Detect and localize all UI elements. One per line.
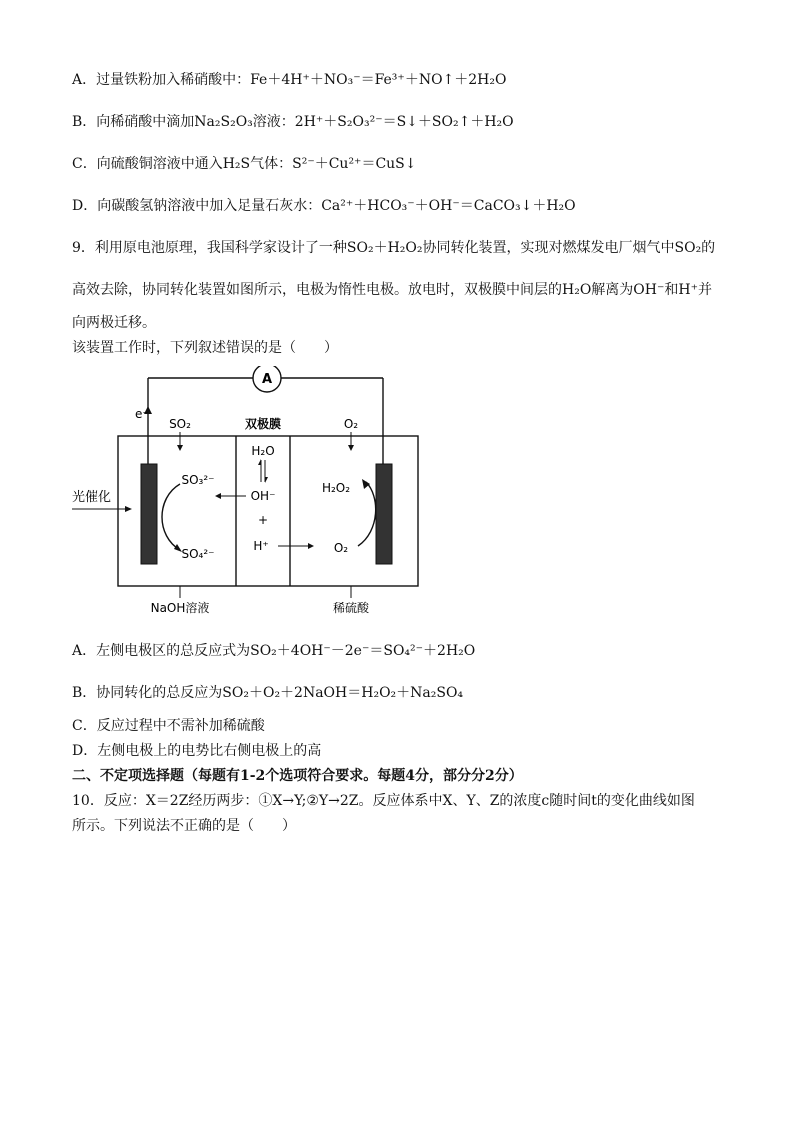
q8-option-d: D．向碳酸氢钠溶液中加入足量石灰水：Ca²⁺＋HCO₃⁻＋OH⁻＝CaCO₃↓＋H₂O — [72, 198, 576, 214]
q9-stem-line3: 向两极迁移。 — [72, 315, 156, 331]
o2-top-label: O₂ — [343, 417, 359, 431]
q8-option-c: C．向硫酸铜溶液中通入H₂S气体：S²⁻＋Cu²⁺＝CuS↓ — [72, 156, 417, 172]
q9-option-c: C．反应过程中不需补加稀硫酸 — [72, 718, 265, 734]
naoh-label: NaOH溶液 — [150, 601, 210, 615]
so4-label: SO₄²⁻ — [181, 547, 215, 561]
oh-label: OH⁻ — [250, 489, 276, 503]
h2o-label: H₂O — [251, 444, 275, 458]
q9-option-b: B．协同转化的总反应为SO₂＋O₂＋2NaOH＝H₂O₂＋Na₂SO₄ — [72, 685, 464, 701]
q8-option-b: B．向稀硝酸中滴加Na₂S₂O₃溶液：2H⁺＋S₂O₃²⁻＝S↓＋SO₂↑＋H₂O — [72, 114, 514, 130]
so2-top-label: SO₂ — [169, 417, 191, 431]
q8-option-a: A．过量铁粉加入稀硝酸中：Fe＋4H⁺＋NO₃⁻＝Fe³⁺＋NO↑＋2H₂O — [72, 72, 507, 88]
membrane-label: 双极膜 — [244, 417, 282, 431]
section-2-heading: 二、不定项选择题（每题有1-2个选项符合要求。每题4分，部分分2分） — [72, 768, 523, 784]
electron-label: e⁻ — [135, 407, 149, 421]
h2o2-label: H₂O₂ — [321, 481, 351, 495]
right-electrode — [376, 464, 392, 564]
q9-stem-line2: 高效去除，协同转化装置如图所示，电极为惰性电极。放电时，双极膜中间层的H₂O解离为OH⁻和H⁺并 — [72, 282, 712, 298]
q9-option-d: D．左侧电极上的电势比右侧电极上的高 — [72, 743, 322, 759]
q9-stem-line1: 9．利用原电池原理，我国科学家设计了一种SO₂＋H₂O₂协同转化装置，实现对燃煤发电厂烟气中SO₂的 — [72, 240, 716, 256]
q10-stem-line2: 所示。下列说法不正确的是（ ） — [72, 818, 296, 834]
q9-option-a: A．左侧电极区的总反应式为SO₂＋4OH⁻－2e⁻＝SO₄²⁻＋2H₂O — [72, 643, 476, 659]
acid-label: 稀硫酸 — [332, 601, 370, 615]
left-electrode — [141, 464, 157, 564]
plus-sign: + — [257, 513, 269, 527]
q10-stem-line1: 10．反应：X＝2Z经历两步：①X→Y;②Y→2Z。反应体系中X、Y、Z的浓度c随时间t的变化曲线如图 — [72, 793, 695, 809]
photocatalysis-label: 光催化 — [72, 490, 112, 505]
hplus-label: H⁺ — [253, 539, 269, 553]
o2-bottom-label: O₂ — [333, 541, 349, 555]
ammeter-label: A — [261, 372, 273, 387]
q9-stem-line4: 该装置工作时，下列叙述错误的是（ ） — [72, 340, 338, 356]
so3-label: SO₃²⁻ — [181, 473, 215, 487]
electrochemical-cell-diagram — [68, 366, 428, 616]
